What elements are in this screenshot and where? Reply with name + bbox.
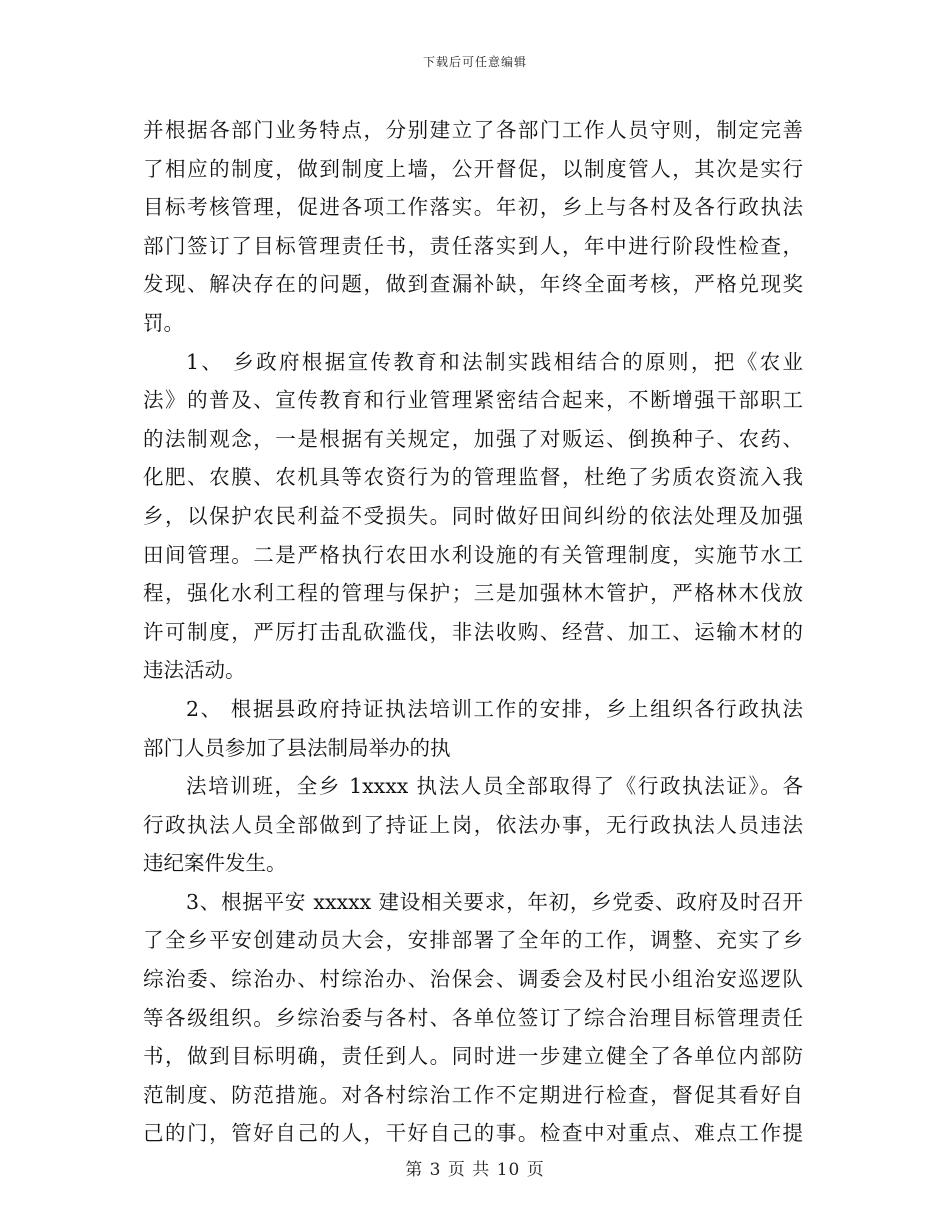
text-line: 的法制观念，一是根据有关规定，加强了对贩运、倒换种子、农药、 xyxy=(143,426,803,451)
text-line: 目标考核管理，促进各项工作落实。年初，乡上与各村及各行政执法 xyxy=(143,195,803,220)
text-line: 田间管理。二是严格执行农田水利设施的有关管理制度，实施节水工 xyxy=(143,542,803,567)
text-line: 程，强化水利工程的管理与保护；三是加强林木管护，严格林木伐放 xyxy=(143,581,803,606)
text-line: 部门人员参加了县法制局举办的执 xyxy=(143,735,451,760)
text-line: 部门签订了目标管理责任书，责任落实到人，年中进行阶段性检查， xyxy=(143,233,803,258)
text-line: 乡，以保护农民利益不受损失。同时做好田间纠纷的依法处理及加强 xyxy=(143,503,803,528)
text-line: 并根据各部门业务特点，分别建立了各部门工作人员守则，制定完善 xyxy=(143,118,803,142)
page-header: 下载后可任意编辑 xyxy=(422,55,527,69)
text-line: 己的门，管好自己的人，干好自己的事。检查中对重点、难点工作提 xyxy=(143,1121,803,1146)
text-line: 法培训班，全乡 1xxxx 执法人员全部取得了《行政执法证》。各 xyxy=(186,774,803,799)
text-line: 违纪案件发生。 xyxy=(143,851,287,876)
text-line: 了相应的制度，做到制度上墙，公开督促，以制度管人，其次是实行 xyxy=(143,156,803,181)
text-line: 等各级组织。乡综治委与各村、各单位签订了综合治理目标管理责任 xyxy=(143,1005,803,1030)
document-body xyxy=(143,111,803,1153)
text-line: 发现、解决存在的问题，做到查漏补缺，年终全面考核，严格兑现奖 xyxy=(143,272,803,297)
text-line: 法》的普及、宣传教育和行业管理紧密结合起来，不断增强干部职工 xyxy=(143,388,803,413)
text-line: 综治委、综治办、村综治办、治保会、调委会及村民小组治安巡逻队 xyxy=(143,967,803,992)
text-line: 1、 乡政府根据宣传教育和法制实践相结合的原则，把《农业 xyxy=(186,349,803,374)
text-line: 书，做到目标明确，责任到人。同时进一步建立健全了各单位内部防 xyxy=(143,1044,803,1069)
text-line: 2、 根据县政府持证执法培训工作的安排，乡上组织各行政执法 xyxy=(186,696,803,721)
text-line: 违法活动。 xyxy=(143,658,246,683)
page-footer: 第 3 页 共 10 页 xyxy=(405,1160,545,1180)
text-line: 3、根据平安 xxxxx 建设相关要求，年初，乡党委、政府及时召开 xyxy=(186,889,803,914)
text-line: 了全乡平安创建动员大会，安排部署了全年的工作，调整、充实了乡 xyxy=(143,928,803,953)
text-line: 许可制度，严厉打击乱砍滥伐，非法收购、经营、加工、运输木材的 xyxy=(143,619,803,644)
text-line: 化肥、农膜、农机具等农资行为的管理监督，杜绝了劣质农资流入我 xyxy=(143,465,803,490)
text-line: 罚。 xyxy=(143,310,184,335)
text-line: 行政执法人员全部做到了持证上岗，依法办事，无行政执法人员违法 xyxy=(143,812,803,837)
text-line: 范制度、防范措施。对各村综治工作不定期进行检查，督促其看好自 xyxy=(143,1082,803,1107)
